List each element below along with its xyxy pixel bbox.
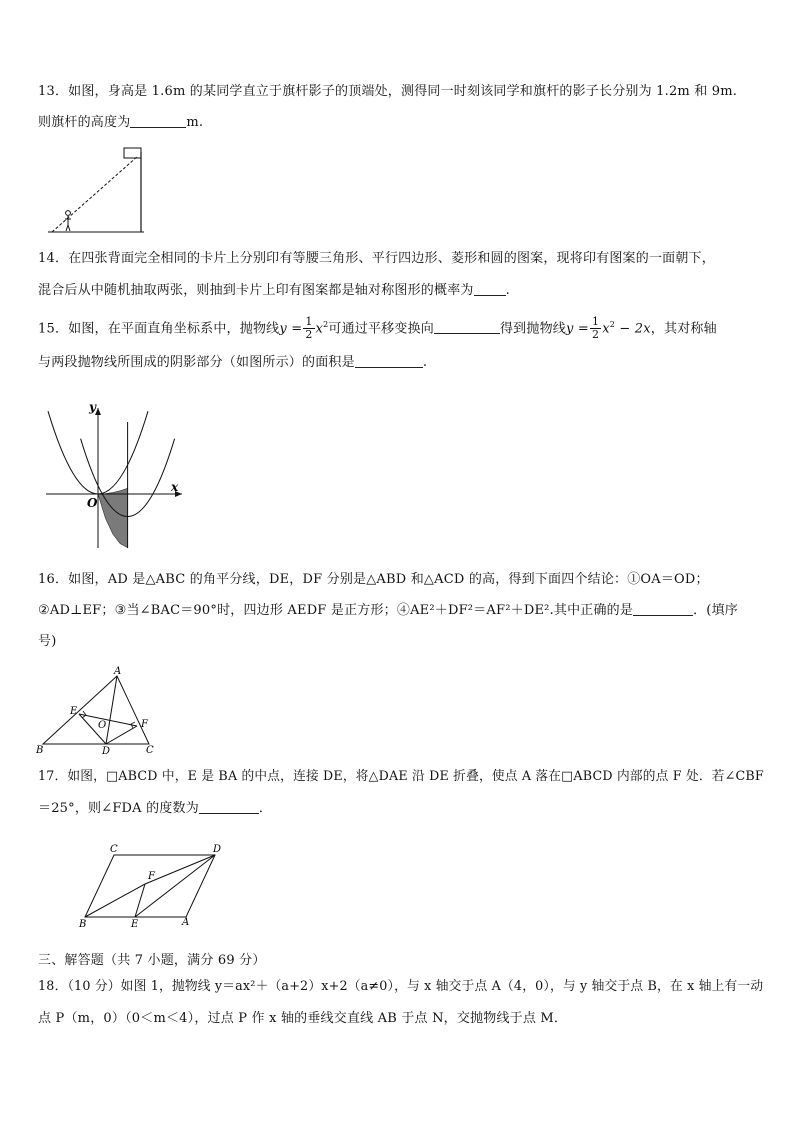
label-a: A	[182, 917, 190, 928]
q13-answer-blank	[130, 115, 186, 128]
section3-title: 三、解答题（共 7 小题，满分 69 分）	[38, 953, 266, 968]
q15-text-3: 得到抛物线	[499, 321, 566, 337]
q16-stem: ②AD⊥EF；③当∠BAC＝90°时，四边形 AEDF 是正方形；④AE²＋DF²＝AF²＋DE².其中正确的是	[38, 603, 634, 618]
q15-eq1-y: y =	[279, 321, 303, 337]
y-axis-label: y	[89, 400, 96, 414]
q15-text-4: ，其对称轴	[650, 321, 717, 337]
label-b: B	[79, 919, 87, 930]
label-o: O	[98, 720, 107, 731]
parallelogram-abcd	[85, 855, 215, 917]
q15-line2	[38, 354, 427, 372]
q14-stem: 混合后从中随机抽取两张，则抽到卡片上印有图案都是轴对称图形的概率为	[38, 283, 474, 298]
student-figure	[65, 211, 71, 231]
q14-line2	[38, 282, 510, 300]
altitude-df	[106, 726, 137, 744]
bisector-ad	[106, 676, 117, 744]
q14-period: .	[505, 283, 510, 298]
q15-eq1-fraction: $\frac{1}{2}$	[305, 315, 313, 342]
q15-eq2-y: y =	[566, 321, 589, 337]
label-e: E	[70, 706, 78, 717]
q14-line1: 14．在四张背面完全相同的卡片上分别印有等腰三角形、平行四边形、菱形和圆的图案，现将印有图案的一面朝下，	[38, 251, 715, 266]
q15-eq2-tail: − 2x	[615, 321, 651, 337]
q16-line3: 号)	[38, 634, 57, 649]
q13-unit: m.	[186, 115, 204, 130]
q15-eq2-x: x	[602, 321, 610, 337]
q18-line2: 点 P（m，0）（0＜m＜4），过点 P 作 x 轴的垂线交直线 AB 于点 N，交抛物线于点 M．	[38, 1011, 568, 1026]
q15-eq1-exp: 2	[323, 320, 329, 329]
label-f: F	[141, 719, 148, 730]
label-b: B	[36, 745, 44, 756]
q14-answer-blank	[474, 283, 506, 296]
x-axis-label: x	[171, 480, 179, 494]
q15-text-1: 15．如图，在平面直角坐标系中，抛物线	[38, 321, 280, 337]
q16-line2	[38, 602, 738, 620]
q16-fill-hint: ．(填序	[693, 603, 738, 618]
q15-eq2-exp: 2	[609, 320, 616, 329]
q13-stem: 则旗杆的高度为	[38, 115, 131, 130]
q17-line1: 17．如图，□ABCD 中，E 是 BA 的中点，连接 DE，将△DAE 沿 DE 折叠，使点 A 落在□ABCD 内部的点 F 处．若∠CBF	[38, 769, 764, 784]
label-e: E	[131, 919, 139, 930]
q17-answer-blank	[199, 801, 259, 814]
q15-area-blank	[355, 355, 423, 368]
q15-eq1-x: x	[315, 321, 324, 337]
q15-direction-blank	[434, 321, 500, 334]
label-a: A	[114, 666, 122, 677]
q15-stem-2: 与两段抛物线所围成的阴影部分（如图所示）的面积是	[38, 355, 355, 370]
q17-period: ．	[258, 801, 273, 816]
q18-line1: 18．（10 分）如图 1，抛物线 y＝ax²＋（a+2）x+2（a≠0），与 x 轴交于点 A（4，0），与 y 轴交于点 B，在 x 轴上有一动	[38, 979, 764, 994]
label-c: C	[110, 844, 118, 855]
q13-figure	[40, 140, 150, 242]
q17-line2	[38, 800, 272, 818]
q17-stem: ＝25°，则∠FDA 的度数为	[38, 801, 199, 816]
sun-ray	[52, 156, 138, 232]
q16-figure	[34, 664, 164, 760]
origin-label: O	[87, 496, 98, 510]
q17-figure	[76, 840, 236, 934]
flag	[124, 148, 141, 158]
q15-line1	[38, 316, 717, 341]
label-f: F	[148, 871, 155, 882]
q16-line1: 16．如图，AD 是△ABC 的角平分线，DE，DF 分别是△ABD 和△ACD 的高，得到下面四个结论：①OA＝OD；	[38, 572, 709, 587]
triangle-abc	[43, 676, 149, 744]
q13-line1: 13．如图，身高是 1.6m 的某同学直立于旗杆影子的顶端处，测得同一时刻该同学和旗杆的影子长分别为 1.2m 和 9m.	[38, 84, 738, 99]
segment-df	[145, 855, 215, 884]
q15-text-2: 可通过平移变换向	[328, 321, 434, 337]
q15-eq2-fraction: $\frac{1}{2}$	[591, 315, 600, 342]
segment-de	[135, 855, 215, 917]
q13-line2	[38, 114, 203, 132]
label-c: C	[146, 745, 154, 756]
q15-figure	[40, 398, 190, 557]
label-d: D	[213, 844, 222, 855]
q16-answer-blank	[633, 603, 693, 616]
label-d: D	[102, 746, 111, 756]
shaded-region	[98, 488, 128, 547]
q15-period: .	[422, 355, 428, 370]
